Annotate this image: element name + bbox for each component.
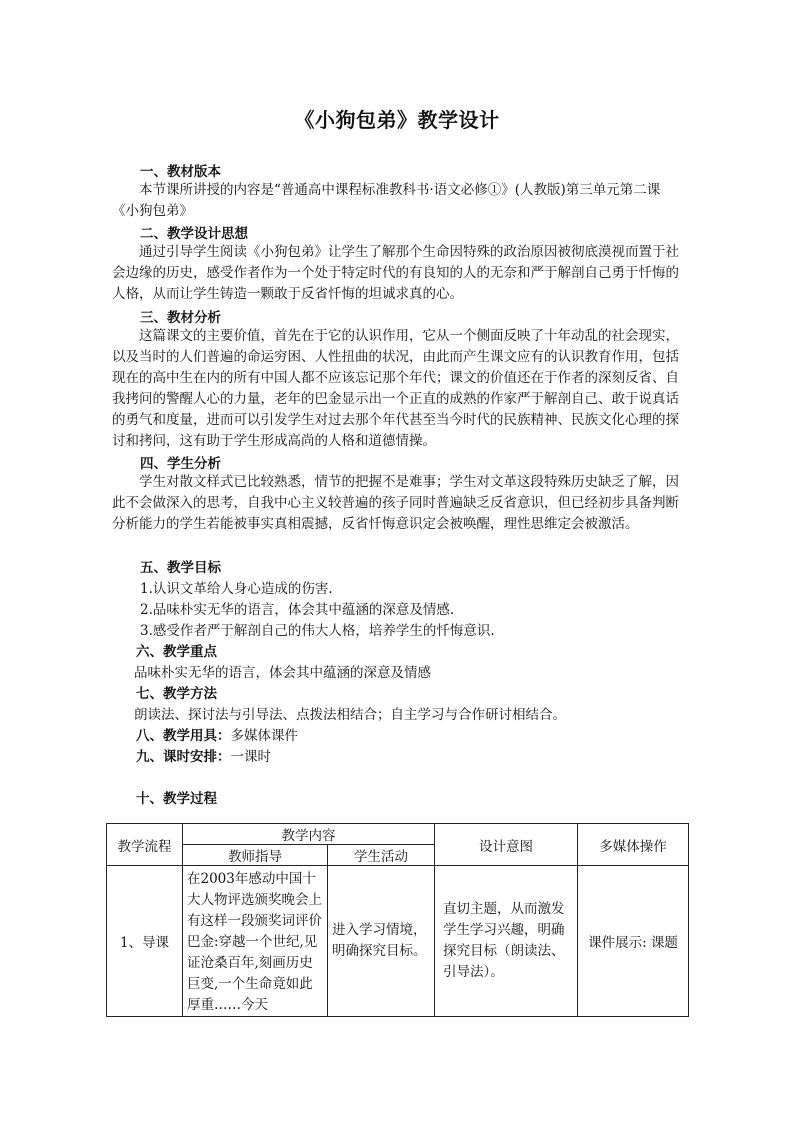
objective-item: 2.品味朴实无华的语言，体会其中蕴涵的深意及情感.: [140, 602, 455, 618]
section-8-text: 多媒体课件: [230, 728, 298, 744]
header-flow: 教学流程: [107, 824, 183, 866]
header-media: 多媒体操作: [578, 824, 689, 866]
header-content: 教学内容: [183, 824, 435, 845]
section-9-text: 一课时: [230, 749, 271, 765]
objective-item: 3.感受作者严于解剖自己的伟大人格，培养学生的忏悔意识.: [140, 623, 495, 639]
section-7-text: 朗读法、探讨法与引导法、点拨法相结合；自主学习与合作研讨相结合。: [134, 707, 566, 723]
section-1-text: 本节课所讲授的内容是“普通高中课程标准教科书·语文必修①》(人教版)第三单元第二课《小狗包弟》: [112, 182, 661, 219]
teaching-process-table: [106, 823, 689, 1017]
section-2-heading: 二、教学设计思想: [140, 226, 248, 242]
section-4-heading: 四、学生分析: [140, 456, 221, 472]
section-8-line: [136, 724, 298, 744]
section-9-line: [136, 745, 271, 765]
section-9-heading: 九、课时安排：: [136, 749, 231, 765]
section-3-heading: 三、教材分析: [140, 310, 221, 326]
header-student: 学生活动: [328, 845, 435, 866]
objective-item: 1.认识文革给人身心造成的伤害.: [140, 581, 333, 597]
section-3-text: 这篇课文的主要价值，首先在于它的认识作用，它从一个侧面反映了十年动乱的社会现实，以及当时的人们普遍的命运穷困、人性扭曲的状况，由此而产生课文应有的认识教育作用，包括现在的高中生在内的所有中国人都不应该忘记那个年代；课文的价值还在于作者的深刻反省、自我拷问的警醒人心的力量，老年的巴金显示出一个正直的成熟的作家严于解剖自己、敢于说真话的勇气和度量，进而可以引发学生对过去那个年代甚至当今时代的民族精神、民族文化心理的探讨和拷问，这有助于学生形成高尚的人格和道德情操。: [112, 328, 679, 449]
row-flow: 1、导课: [107, 866, 183, 1017]
header-intent: 设计意图: [435, 824, 578, 866]
table-header-row: [107, 824, 689, 845]
row-student: 进入学习情境，明确探究目标。: [328, 866, 435, 1017]
section-7-heading: 七、教学方法: [136, 686, 217, 702]
row-media: 课件展示: 课题: [578, 866, 689, 1017]
page-title: 《小狗包弟》教学设计: [294, 108, 500, 132]
section-10-heading: 十、教学过程: [136, 791, 217, 807]
row-intent: 直切主题，从而激发学生学习兴趣，明确探究目标（朗读法、引导法）。: [435, 866, 578, 1017]
table-row: [107, 866, 689, 1017]
row-teacher: 在2003年感动中国十大人物评选颁奖晚会上有这样一段颁奖词评价巴金:穿越一个世纪,见证沧桑百年,刻画历史巨变,一个生命竟如此厚重……今天: [183, 866, 328, 1017]
section-2-text: 通过引导学生阅读《小狗包弟》让学生了解那个生命因特殊的政治原因被彻底漠视而置于社会边缘的历史，感受作者作为一个处于特定时代的有良知的人的无奈和严于解剖自己勇于忏悔的人格，从而让学生铸造一颗敢于反省忏悔的坦诚求真的心。: [112, 244, 679, 302]
section-8-heading: 八、教学用具：: [136, 728, 231, 744]
section-6-heading: 六、教学重点: [136, 644, 217, 660]
section-6-text: 品味朴实无华的语言，体会其中蕴涵的深意及情感: [134, 665, 431, 681]
section-5-heading: 五、教学目标: [140, 560, 221, 576]
section-1-heading: 一、教材版本: [140, 164, 221, 180]
section-4-text: 学生对散文样式已比较熟悉，情节的把握不是难事；学生对文革这段特殊历史缺乏了解，因此不会做深入的思考，自我中心主义较普遍的孩子同时普遍缺乏反省意识，但已经初步具备判断分析能力的学生若能被事实真相震撼，反省忏悔意识定会被唤醒，理性思维定会被激活。: [112, 474, 679, 532]
header-teacher: 教师指导: [183, 845, 328, 866]
